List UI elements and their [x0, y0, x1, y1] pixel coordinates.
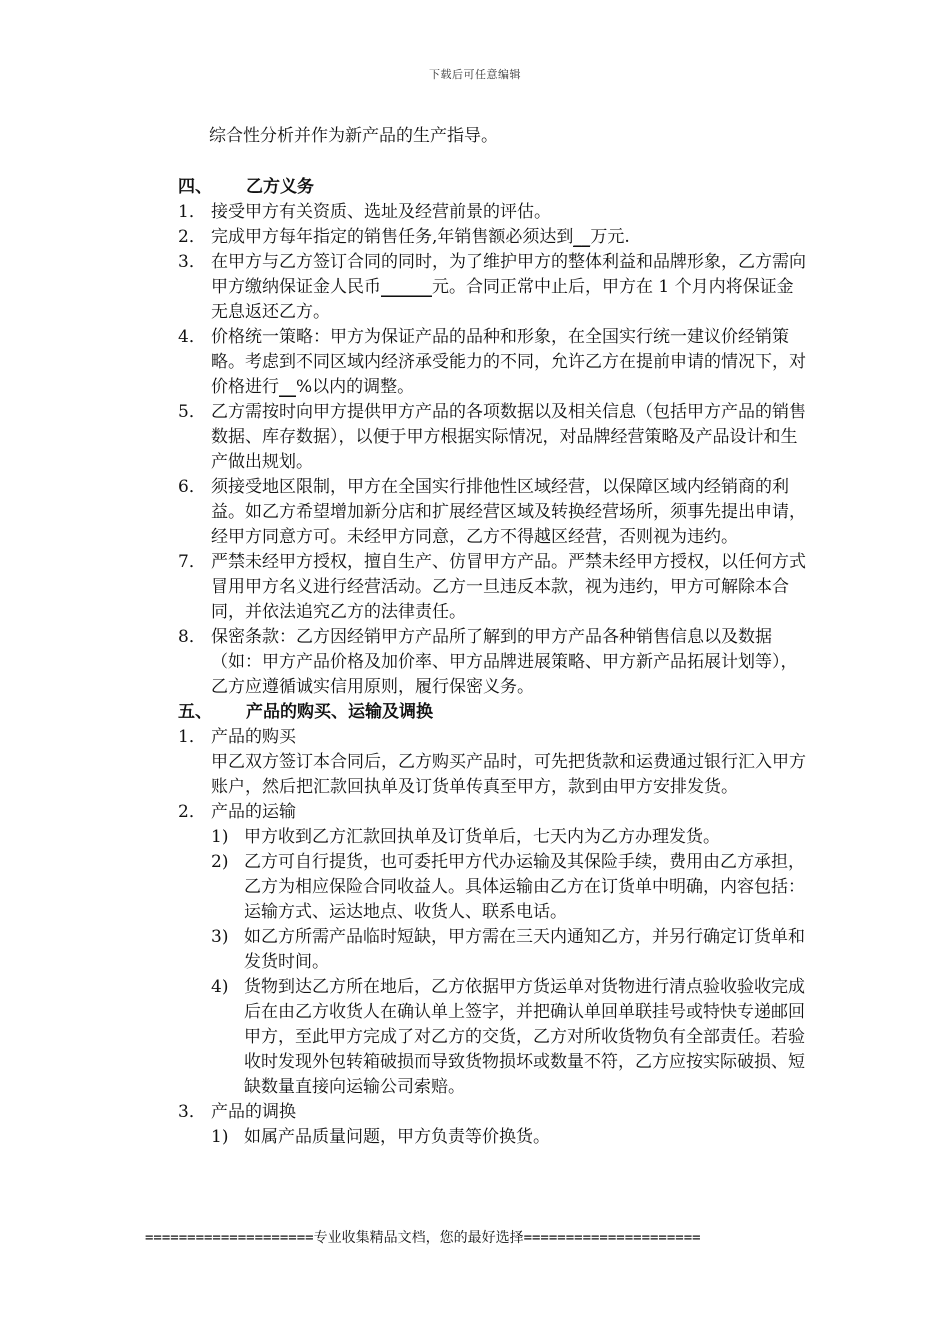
- section-5-heading: [178, 700, 810, 725]
- list-item: [178, 1100, 810, 1125]
- item-text: 价格统一策略：甲方为保证产品的品种和形象，在全国实行统一建议价经销策略。考虑到不同区域内经济承受能力的不同，允许乙方在提前申请的情况下，对价格进行__%以内的调整。: [211, 327, 806, 397]
- item-title: 产品的调换: [211, 1102, 296, 1122]
- list-item: [178, 625, 810, 700]
- item-text: 完成甲方每年指定的销售任务,年销售额必须达到__万元.: [211, 227, 630, 247]
- list-item: [178, 200, 810, 225]
- paragraph: 甲乙双方签订本合同后，乙方购买产品时，可先把货款和运费通过银行汇入甲方账户，然后把汇款回执单及订货单传真至甲方，款到由甲方安排发货。: [211, 752, 806, 797]
- sub-item-number: 3): [211, 927, 229, 947]
- sub-item-text: 乙方可自行提货，也可委托甲方代办运输及其保险手续，费用由乙方承担，乙方为相应保险合同收益人。具体运输由乙方在订货单中明确，内容包括：运输方式、运达地点、收货人、联系电话。: [244, 852, 805, 922]
- list-item: [178, 550, 810, 625]
- list-item: [178, 800, 810, 825]
- document-body: [178, 124, 810, 1150]
- section-title: 乙方义务: [246, 177, 314, 197]
- item-number: 4．: [178, 327, 206, 347]
- fill-blank: __: [279, 377, 296, 397]
- section-number: 五、: [178, 702, 212, 722]
- item-number: 2．: [178, 802, 206, 822]
- item-number: 8．: [178, 627, 206, 647]
- list-item: [178, 475, 810, 550]
- section-number: 四、: [178, 177, 212, 197]
- sub-list-item: [178, 1125, 810, 1150]
- item-text: 在甲方与乙方签订合同的同时，为了维护甲方的整体利益和品牌形象，乙方需向甲方缴纳保证金人民币______元。合同正常中止后，甲方在 1 个月内将保证金无息返还乙方。: [211, 252, 806, 322]
- sub-list-item: [178, 825, 810, 850]
- item-title: 产品的购买: [211, 727, 296, 747]
- item-title: 产品的运输: [211, 802, 296, 822]
- list-item: [178, 725, 810, 750]
- sub-item-number: 1): [211, 1127, 229, 1147]
- item-text: 严禁未经甲方授权，擅自生产、仿冒甲方产品。严禁未经甲方授权，以任何方式冒用甲方名义进行经营活动。乙方一旦违反本款，视为违约，甲方可解除本合同，并依法追究乙方的法律责任。: [211, 552, 806, 622]
- list-item: [178, 225, 810, 250]
- sub-list-item: [178, 925, 810, 975]
- item-number: 7．: [178, 552, 206, 572]
- sub-item-text: 货物到达乙方所在地后，乙方依据甲方货运单对货物进行清点验收验收完成后在由乙方收货人在确认单上签字，并把确认单回单联挂号或特快专递邮回甲方，至此甲方完成了对乙方的交货，乙方对所收货物负有全部责任。若验收时发现外包转箱破损而导致货物损坏或数量不符，乙方应按实际破损、短缺数量直接向运输公司索赔。: [244, 977, 805, 1097]
- sub-item-number: 4): [211, 977, 229, 997]
- list-item: [178, 250, 810, 325]
- fill-blank: __: [573, 227, 591, 247]
- list-item: [178, 400, 810, 475]
- item-number: 5．: [178, 402, 206, 422]
- sub-list-item: [178, 975, 810, 1100]
- sub-item-text: 甲方收到乙方汇款回执单及订货单后，七天内为乙方办理发货。: [244, 827, 720, 847]
- section-title: 产品的购买、运输及调换: [246, 702, 433, 722]
- section-4-heading: [178, 175, 810, 200]
- page-footer: ====================专业收集精品文档，您的最好选择=====================: [145, 1230, 701, 1246]
- list-item: [178, 325, 810, 400]
- sub-list-item: [178, 850, 810, 925]
- item-text: 接受甲方有关资质、选址及经营前景的评估。: [211, 202, 551, 222]
- item-text: 须接受地区限制，甲方在全国实行排他性区域经营，以保障区域内经销商的利益。如乙方希望增加新分店和扩展经营区域及转换经营场所，须事先提出申请，经甲方同意方可。未经甲方同意，乙方不得越区经营，否则视为违约。: [211, 477, 806, 547]
- page-header: 下载后可任意编辑: [429, 68, 521, 81]
- item-number: 3．: [178, 1102, 206, 1122]
- item-number: 3．: [178, 252, 206, 272]
- sub-item-number: 1): [211, 827, 229, 847]
- intro-line: 综合性分析并作为新产品的生产指导。: [209, 126, 498, 146]
- sub-item-number: 2): [211, 852, 229, 872]
- item-text: 保密条款：乙方因经销甲方产品所了解到的甲方产品各种销售信息以及数据（如：甲方产品价格及加价率、甲方品牌进展策略、甲方新产品拓展计划等），乙方应遵循诚实信用原则，履行保密义务。: [211, 627, 798, 697]
- item-number: 1．: [178, 202, 206, 222]
- item-text: 乙方需按时向甲方提供甲方产品的各项数据以及相关信息（包括甲方产品的销售数据、库存数据），以便于甲方根据实际情况，对品牌经营策略及产品设计和生产做出规划。: [211, 402, 806, 472]
- item-number: 6．: [178, 477, 206, 497]
- sub-item-text: 如属产品质量问题，甲方负责等价换货。: [244, 1127, 550, 1147]
- item-number: 1．: [178, 727, 206, 747]
- item-number: 2．: [178, 227, 206, 247]
- sub-item-text: 如乙方所需产品临时短缺，甲方需在三天内通知乙方，并另行确定订货单和发货时间。: [244, 927, 805, 972]
- fill-blank: ______: [381, 277, 432, 297]
